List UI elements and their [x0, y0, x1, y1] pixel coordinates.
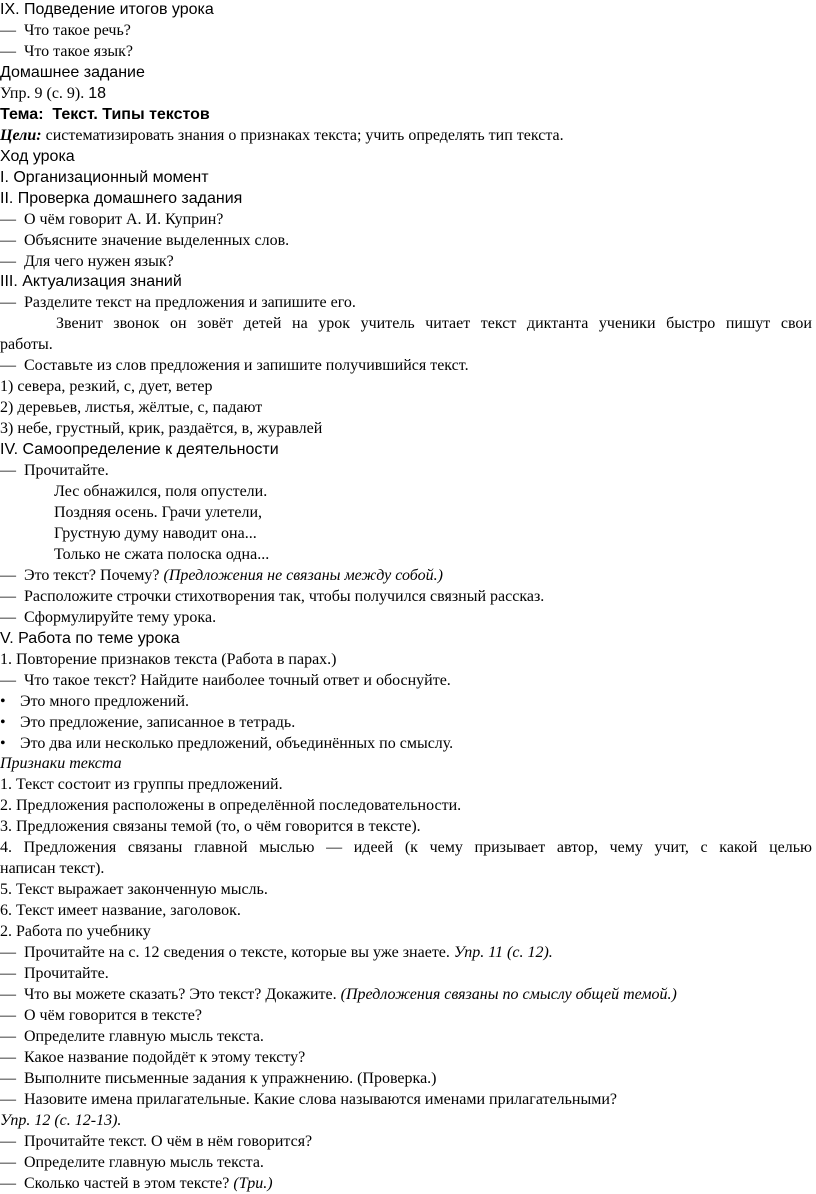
read-instruction: — Прочитайте.	[0, 462, 109, 479]
lesson-work-heading: V. Работа по теме урока	[0, 630, 180, 647]
task-compose-text: — Составьте из слов предложения и запишите получившийся текст.	[0, 357, 469, 374]
actualization-heading: III. Актуализация знаний	[0, 273, 182, 290]
text-question: — О чём говорится в тексте?	[0, 1007, 202, 1024]
bullet-icon: •	[0, 735, 6, 752]
sign-item: 5. Текст выражает законченную мысль.	[0, 881, 268, 898]
course-heading: Ход урока	[0, 148, 75, 165]
text-question: — Выполните письменные задания к упражнению. (Проверка.)	[0, 1070, 437, 1087]
lesson-number: 18	[88, 85, 107, 102]
check-question: — Для чего нужен язык?	[0, 253, 174, 270]
poem-line: Лес обнажился, поля опустели.	[54, 483, 268, 500]
summary-heading: IX. Подведение итогов урока	[0, 1, 214, 18]
text-question: — Определите главную мысль текста.	[0, 1028, 264, 1045]
dash: —	[0, 43, 16, 60]
homework-text: Упр. 9 (с. 9). 18	[0, 85, 107, 102]
homework-heading: Домашнее задание	[0, 64, 145, 81]
goals-line: Цели: систематизировать знания о признаках текста; учить определять тип текста.	[0, 127, 564, 144]
org-moment-heading: I. Организационный момент	[0, 169, 209, 186]
formulate-instruction: — Сформулируйте тему урока.	[0, 609, 217, 626]
check-question: — О чём говорит А. И. Куприн?	[0, 211, 224, 228]
summary-question-1: — Что такое речь?	[0, 22, 131, 39]
task-split-text: — Разделите текст на предложения и запишите его.	[0, 294, 356, 311]
sign-item-4-line-2: написан текст).	[0, 860, 105, 877]
work-item-2: 2. Работа по учебнику	[0, 923, 151, 940]
text-question: — Назовите имена прилагательные. Какие слова называются именами прилагательными?	[0, 1091, 617, 1108]
answer-option: • Это два или несколько предложений, объединённых по смыслу.	[0, 735, 454, 752]
is-text-question: — Это текст? Почему? (Предложения не связаны между собой.)	[0, 567, 443, 584]
poem-line: Только не сжата полоска одна...	[54, 546, 270, 563]
bullet-icon: •	[0, 714, 6, 731]
homework-check-heading: II. Проверка домашнего задания	[0, 190, 243, 207]
sign-item: 6. Текст имеет название, заголовок.	[0, 902, 241, 919]
word-set: 2) деревьев, листья, жёлтые, с, падают	[0, 399, 263, 416]
signs-heading: Признаки текста	[0, 755, 122, 772]
topic-title: Текст. Типы текстов	[52, 106, 210, 123]
dictation-text-line-1: Звенит звонок он зовёт детей на урок учитель читает текст диктанта ученики быстро пишут свои	[56, 315, 812, 332]
text-question: — Определите главную мысль текста.	[0, 1154, 264, 1171]
poem-line: Грустную думу наводит она...	[54, 525, 257, 542]
sign-item: 1. Текст состоит из группы предложений.	[0, 776, 283, 793]
answer-option: • Это много предложений.	[0, 693, 190, 710]
parts-question: — Сколько частей в этом тексте? (Три.)	[0, 1175, 273, 1192]
topic-line: Тема: Текст. Типы текстов	[0, 106, 210, 123]
read-page-12: — Прочитайте на с. 12 сведения о тексте, которые вы уже знаете. Упр. 11 (с. 12).	[0, 944, 553, 961]
read-instruction: — Прочитайте.	[0, 965, 109, 982]
word-set: 1) севера, резкий, с, дует, ветер	[0, 378, 213, 395]
text-question: — Какое название подойдёт к этому тексту?	[0, 1049, 306, 1066]
exercise-ref: Упр. 11 (с. 12).	[453, 944, 553, 961]
what-is-text-question: — Что такое текст? Найдите наиболее точный ответ и обоснуйте.	[0, 672, 451, 689]
sign-item-4-line-1: 4. Предложения связаны главной мыслью — идеей (к чему призывает автор, чему учит, с какой целью	[0, 839, 812, 856]
summary-question-2: — Что такое язык?	[0, 43, 134, 60]
sign-item: 3. Предложения связаны темой (то, о чём говорится в тексте).	[0, 818, 421, 835]
sign-item: 2. Предложения расположены в определённой последовательности.	[0, 797, 462, 814]
dictation-text-line-2: работы.	[0, 336, 53, 353]
bullet-icon: •	[0, 693, 6, 710]
text-question: — Прочитайте текст. О чём в нём говорится?	[0, 1133, 313, 1150]
word-set: 3) небе, грустный, крик, раздаётся, в, журавлей	[0, 420, 323, 437]
self-determination-heading: IV. Самоопределение к деятельности	[0, 441, 279, 458]
answer-option: • Это предложение, записанное в тетрадь.	[0, 714, 296, 731]
dash: —	[0, 22, 16, 39]
exercise-ref: Упр. 12 (с. 12-13).	[0, 1112, 122, 1129]
poem-line: Поздняя осень. Грачи улетели,	[54, 504, 262, 521]
what-say-question: — Что вы можете сказать? Это текст? Докажите. (Предложения связаны по смыслу общей темой.)	[0, 986, 677, 1003]
arrange-instruction: — Расположите строчки стихотворения так, чтобы получился связный рассказ.	[0, 588, 545, 605]
check-question: — Объясните значение выделенных слов.	[0, 232, 290, 249]
work-item-1: 1. Повторение признаков текста (Работа в парах.)	[0, 651, 337, 668]
